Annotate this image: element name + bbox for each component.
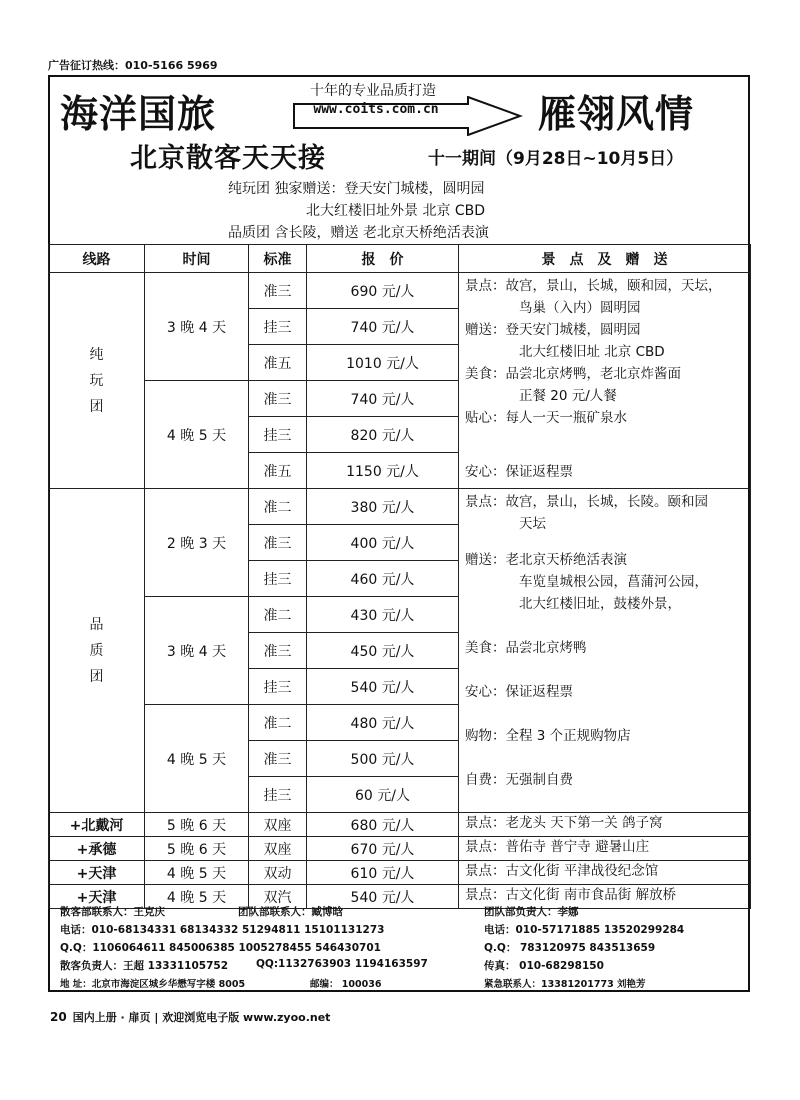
price-cell: 690 元/人 <box>307 273 459 309</box>
desc-line: 景点：故宫，景山，长城，长陵。颐和园 <box>465 494 708 510</box>
standard-cell: 挂三 <box>249 309 307 345</box>
price-cell: 540 元/人 <box>307 669 459 705</box>
time-cell: 3 晚 4 天 <box>145 273 249 381</box>
page-title: 北京散客天天接 <box>130 143 326 174</box>
time-cell: 5 晚 6 天 <box>145 813 249 837</box>
page-number: 20 <box>50 1010 67 1024</box>
price-cell: 680 元/人 <box>307 813 459 837</box>
table-row <box>49 489 751 525</box>
route-cell: +承德 <box>49 837 145 861</box>
price-cell: 60 元/人 <box>307 777 459 813</box>
contact-text: 散客部联系人：王克庆 <box>60 906 165 918</box>
route-cell: +天津 <box>49 885 145 909</box>
standard-cell: 准五 <box>249 453 307 489</box>
standard-cell: 挂三 <box>249 417 307 453</box>
desc-line: 自费：无强制自费 <box>465 772 573 788</box>
standard-cell: 准五 <box>249 345 307 381</box>
table-row <box>49 861 751 885</box>
price-cell: 500 元/人 <box>307 741 459 777</box>
pure-description <box>459 273 751 489</box>
time-cell: 5 晚 6 天 <box>145 837 249 861</box>
time-cell: 4 晚 5 天 <box>145 381 249 489</box>
col-standard: 标准 <box>249 245 307 273</box>
table-row <box>49 837 751 861</box>
time-cell: 4 晚 5 天 <box>145 885 249 909</box>
standard-cell: 准三 <box>249 525 307 561</box>
desc-line: 正餐 20 元/人餐 <box>519 388 617 404</box>
contact-text: 团队部联系人：臧博晗 <box>238 906 343 918</box>
price-cell: 430 元/人 <box>307 597 459 633</box>
desc-line: 赠送：登天安门城楼，圆明园 <box>465 322 641 338</box>
desc-line: 美食：品尝北京烤鸭 <box>465 640 587 656</box>
contact-text: Q.Q： 783120975 843513659 <box>484 942 656 954</box>
desc-line: 车览皇城根公园，菖蒲河公园， <box>519 574 708 590</box>
contact-text: Q.Q：1106064611 845006385 1005278455 546430701 <box>60 942 381 954</box>
price-cell: 1010 元/人 <box>307 345 459 381</box>
price-cell: 480 元/人 <box>307 705 459 741</box>
table-row <box>49 813 751 837</box>
desc-line: 美食：品尝北京烤鸭，老北京炸酱面 <box>465 366 681 382</box>
standard-cell: 准二 <box>249 597 307 633</box>
standard-cell: 准二 <box>249 705 307 741</box>
tagline: 十年的专业品质打造 <box>310 83 436 99</box>
contacts-block <box>60 904 740 994</box>
intro-line-quality: 品质团 含长陵，赠送 老北京天桥绝活表演 <box>228 225 489 241</box>
desc-line: 鸟巢（入内）圆明园 <box>519 300 641 316</box>
route-pure: 纯 玩 团 <box>49 273 145 489</box>
desc-line: 购物：全程 3 个正规购物店 <box>465 728 631 744</box>
desc-line: 景点：故宫，景山，长城，颐和园，天坛， <box>465 278 722 294</box>
standard-cell: 双汽 <box>249 885 307 909</box>
contact-text: 电话：010-68134331 68134332 51294811 15101131273 <box>60 924 385 936</box>
quality-description <box>459 489 751 813</box>
contact-text: 邮编： 100036 <box>310 979 382 990</box>
price-cell: 740 元/人 <box>307 381 459 417</box>
col-sights: 景 点 及 赠 送 <box>459 245 751 273</box>
standard-cell: 准三 <box>249 273 307 309</box>
price-cell: 380 元/人 <box>307 489 459 525</box>
desc-line: 安心：保证返程票 <box>465 684 573 700</box>
standard-cell: 准三 <box>249 381 307 417</box>
desc-line: 北大红楼旧址 北京 CBD <box>519 344 665 360</box>
price-cell: 740 元/人 <box>307 309 459 345</box>
sights-cell: 景点：古文化街 平津战役纪念馆 <box>459 861 751 885</box>
col-price: 报 价 <box>307 245 459 273</box>
route-quality: 品 质 团 <box>49 489 145 813</box>
price-cell: 1150 元/人 <box>307 453 459 489</box>
contact-text: 电话：010-57171885 13520299284 <box>484 924 685 936</box>
desc-line: 天坛 <box>519 516 546 532</box>
price-table <box>48 244 751 909</box>
standard-cell: 挂三 <box>249 561 307 597</box>
col-time: 时间 <box>145 245 249 273</box>
contact-text: 地 址：北京市海淀区城乡华懋写字楼 8005 <box>60 979 246 990</box>
standard-cell: 双座 <box>249 813 307 837</box>
holiday-period: 十一期间（9月28日~10月5日） <box>428 149 684 169</box>
contact-text: QQ:1132763903 1194163597 <box>256 958 428 970</box>
brand-right: 雁翎风情 <box>538 91 695 136</box>
standard-cell: 双座 <box>249 837 307 861</box>
standard-cell: 双动 <box>249 861 307 885</box>
time-cell: 2 晚 3 天 <box>145 489 249 597</box>
sights-cell: 景点：古文化街 南市食品街 解放桥 <box>459 885 751 909</box>
intro-line-pure-2: 北大红楼旧址外景 北京 CBD <box>306 203 486 219</box>
time-cell: 4 晚 5 天 <box>145 705 249 813</box>
price-cell: 670 元/人 <box>307 837 459 861</box>
ad-hotline: 广告征订热线：010-5166 5969 <box>48 59 218 72</box>
desc-line: 赠送：老北京天桥绝活表演 <box>465 552 627 568</box>
desc-line: 贴心：每人一天一瓶矿泉水 <box>465 410 627 426</box>
brand-left: 海洋国旅 <box>60 91 217 136</box>
standard-cell: 准三 <box>249 633 307 669</box>
col-route: 线路 <box>49 245 145 273</box>
price-cell: 400 元/人 <box>307 525 459 561</box>
website-url: www.coits.com.cn <box>313 102 439 117</box>
contact-text: 传真： 010-68298150 <box>484 960 604 972</box>
time-cell: 3 晚 4 天 <box>145 597 249 705</box>
standard-cell: 准二 <box>249 489 307 525</box>
route-cell: +天津 <box>49 861 145 885</box>
sights-cell: 景点：老龙头 天下第一关 鸽子窝 <box>459 813 751 837</box>
time-cell: 4 晚 5 天 <box>145 861 249 885</box>
intro-line-pure: 纯玩团 独家赠送：登天安门城楼，圆明园 <box>228 181 485 197</box>
page-footer <box>50 1009 330 1025</box>
route-cell: +北戴河 <box>49 813 145 837</box>
desc-line: 北大红楼旧址，鼓楼外景， <box>519 596 681 612</box>
price-cell: 540 元/人 <box>307 885 459 909</box>
table-row <box>49 273 751 309</box>
price-cell: 450 元/人 <box>307 633 459 669</box>
desc-line: 安心：保证返程票 <box>465 464 573 480</box>
sights-cell: 景点：普佑寺 普宁寺 避暑山庄 <box>459 837 751 861</box>
standard-cell: 准三 <box>249 741 307 777</box>
table-header-row <box>49 245 751 273</box>
price-cell: 460 元/人 <box>307 561 459 597</box>
standard-cell: 挂三 <box>249 669 307 705</box>
footer-text: 国内上册 · 扉页 | 欢迎浏览电子版 www.zyoo.net <box>72 1011 331 1024</box>
contact-text: 紧急联系人：13381201773 刘艳芳 <box>484 979 646 990</box>
contact-text: 团队部负责人：李娜 <box>484 906 579 918</box>
price-cell: 820 元/人 <box>307 417 459 453</box>
standard-cell: 挂三 <box>249 777 307 813</box>
price-cell: 610 元/人 <box>307 861 459 885</box>
contact-text: 散客负责人：王超 13331105752 <box>60 960 229 972</box>
